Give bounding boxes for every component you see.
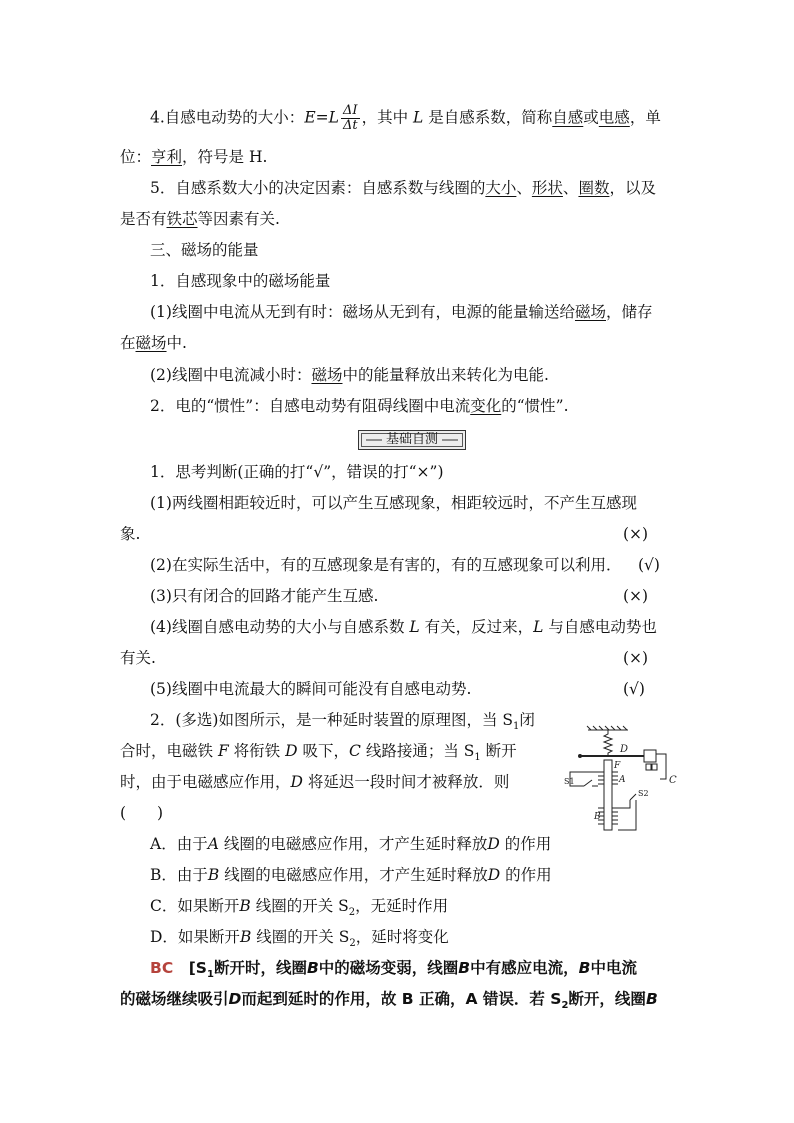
q1-item-1-line-1: (1)两线圈相距较近时，可以产生互感现象，相距较远时，不产生互感现 [150,494,637,512]
q1-item-4-mark: (×) [623,649,649,667]
q2-option-b: B．由于B 线圈的电磁感应作用，才产生延时释放D 的作用 [150,866,552,884]
answer-line-1: BC [$S_1$断开时，线圈B中的磁场变弱，线圈B中有感应电流，B中电流 [150,959,637,981]
q1-item-5: (5)线圈中电流最大的瞬间可能没有自感电动势. [150,680,472,698]
section-heading: 三、磁场的能量 [150,241,259,259]
q1-item-2: (2)在实际生活中，有的互感现象是有害的，有的互感现象可以利用． [150,556,622,574]
figure-label-S2: S2 [638,789,649,798]
p4-line-1: 4.自感电动势的大小：E=L $\frac{\Delta I}{\Delta t}$ ，其中 L 是自感系数，简称自感或电感，单 [150,103,661,133]
p5-line-2: 是否有铁芯等因素有关. [120,210,280,228]
figure-label-C: C [669,775,677,786]
q1-title: 1．思考判断(正确的打“√”，错误的打“×”) [150,463,444,481]
figure-label-B: B [594,812,601,822]
q1-item-1-mark: (×) [623,525,649,543]
p4-line-2: 位：亨利，符号是 H. [120,148,268,166]
q2-option-c: C．如果断开B 线圈的开关 $S_2$，无延时作用 [150,897,449,919]
q2-option-a: A．由于A 线圈的电磁感应作用，才产生延时释放D 的作用 [150,835,552,853]
q2-line-1: 2．(多选)如图所示，是一种延时装置的原理图，当 $S_1$闭 [150,711,535,733]
figure-label-D: D [620,744,629,755]
q1-item-4-line-2: 有关. [120,649,156,667]
p5-line-1: 5．自感系数大小的决定因素：自感系数与线圈的大小、形状、圈数，以及 [150,179,656,197]
badge-label: 基础自测 [385,432,438,447]
q1-item-3: (3)只有闭合的回路才能产生互感. [150,587,379,605]
s1-1-line-1: (1)线圈中电流从无到有时：磁场从无到有，电源的能量输送给磁场，储存 [150,303,653,321]
q1-item-2-mark: (√) [638,556,660,574]
answer-key: BC [150,959,174,977]
fraction-di-dt: $\frac{\Delta I}{\Delta t}$ [342,103,358,133]
q1-item-4-line-1: (4)线圈自感电动势的大小与自感系数 L 有关，反过来，L 与自感电动势也 [150,618,657,636]
section-badge [358,430,466,450]
figure-label-F: F [614,761,621,771]
figure-label-S1: S1 [564,777,575,786]
q2-line-2: 合时，电磁铁 F 将衔铁 D 吸下，C 线路接通；当 $S_1$ 断开 [120,742,517,764]
q1-item-5-mark: (√) [623,680,645,698]
answer-line-2: 的磁场继续吸引D而起到延时的作用，故 B 正确，A 错误．若 $S_2$断开，线圈B [120,990,658,1012]
q2-line-4: ( ) [120,804,164,822]
q1-item-3-mark: (×) [623,587,649,605]
s2-line: 2．电的“惯性”：自感电动势有阻碍线圈中电流变化的“惯性”. [150,397,569,415]
s1-2-line: (2)线圈中电流减小时：磁场中的能量释放出来转化为电能. [150,366,549,384]
q2-line-3: 时，由于电磁感应作用，D 将延迟一段时间才被释放．则 [120,773,510,791]
figure-label-A: A [619,775,626,785]
delay-device-figure [556,724,686,854]
q2-option-d: D．如果断开B 线圈的开关 $S_2$，延时将变化 [150,928,449,950]
q1-item-1-line-2: 象. [120,525,141,543]
s1-1-line-2: 在磁场中. [120,334,187,352]
subsection-title: 1．自感现象中的磁场能量 [150,272,331,290]
